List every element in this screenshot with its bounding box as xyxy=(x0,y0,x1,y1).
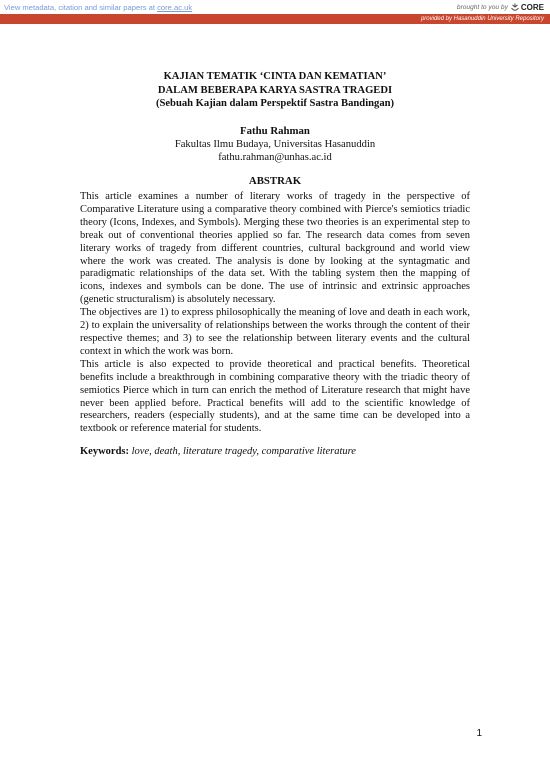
paper-title xyxy=(80,70,470,111)
page-number: 1 xyxy=(476,728,482,739)
core-banner xyxy=(0,0,550,14)
abstract-body xyxy=(80,191,470,436)
core-link[interactable]: core.ac.uk xyxy=(157,2,193,12)
core-brought-by xyxy=(457,3,544,12)
provided-by-text: provided by Hasanuddin University Repository xyxy=(420,16,544,22)
author-affiliation: Fakultas Ilmu Budaya, Universitas Hasanuddin xyxy=(174,139,376,150)
core-metadata-text xyxy=(4,3,192,12)
core-logo-text: CORE xyxy=(520,2,544,12)
provided-by-ribbon xyxy=(0,14,550,24)
brought-by-label: brought to you by xyxy=(456,3,508,11)
title-line-2: DALAM BEBERAPA KARYA SASTRA TRAGEDI xyxy=(157,84,393,96)
abstract-paragraph-3: This article is also expected to provide theoretical and practical benefits. Theoretical benefits include a breakthrough in combining comparative theory with the triadic theory of semiotics Pierce which in turn can enrich the method of Literature research that might have never been applied before. Practical benefits will add to the scientific knowledge of researchers, readers (especially students), and at the same time can be developed into a textbook or reference material for students. xyxy=(80,358,470,435)
abstract-paragraph-1: This article examines a number of literary works of tragedy in the perspective of Comparative Literature using a comparative theory combined with Pierce's semiotics triadic theory (Icons, Indexes, and Symbols). Merging these two theories is an experimental step to break out of conventional theories applied so far. The research data comes from seven literary works of tragedy from different countries, cultural background and world view where the work was created. The analysis is done by looking at the syntagmatic and paradigmatic relationships of the data set. With the tabling system then the mapping of icons, indexes and symbols can be done. The use of intrinsic and extrinsic approaches (genetic structuralism) is absolutely necessary. xyxy=(80,191,470,306)
core-metadata-label: View metadata, citation and similar papers at xyxy=(4,2,158,12)
title-subtitle: (Sebuah Kajian dalam Perspektif Sastra Bandingan) xyxy=(155,98,395,109)
abstract-paragraph-2: The objectives are 1) to express philosophically the meaning of love and death in each work, 2) to explain the universality of relationships between the works through the content of their respective themes; and 3) to see the relationship between literary events and the cultural context in which the work was born. xyxy=(80,307,470,357)
author-email: fathu.rahman@unhas.ac.id xyxy=(218,152,332,163)
keywords-text: love, death, literature tragedy, comparative literature xyxy=(131,446,356,457)
core-logo[interactable] xyxy=(511,3,544,12)
keywords xyxy=(80,445,470,458)
title-line-1: KAJIAN TEMATIK ‘CINTA DAN KEMATIAN’ xyxy=(163,71,387,82)
abstract-heading: ABSTRAK xyxy=(248,175,302,187)
author-name: Fathu Rahman xyxy=(240,125,310,137)
core-logo-icon xyxy=(511,3,519,12)
keywords-label: Keywords: xyxy=(80,446,129,457)
author-block xyxy=(80,124,470,164)
